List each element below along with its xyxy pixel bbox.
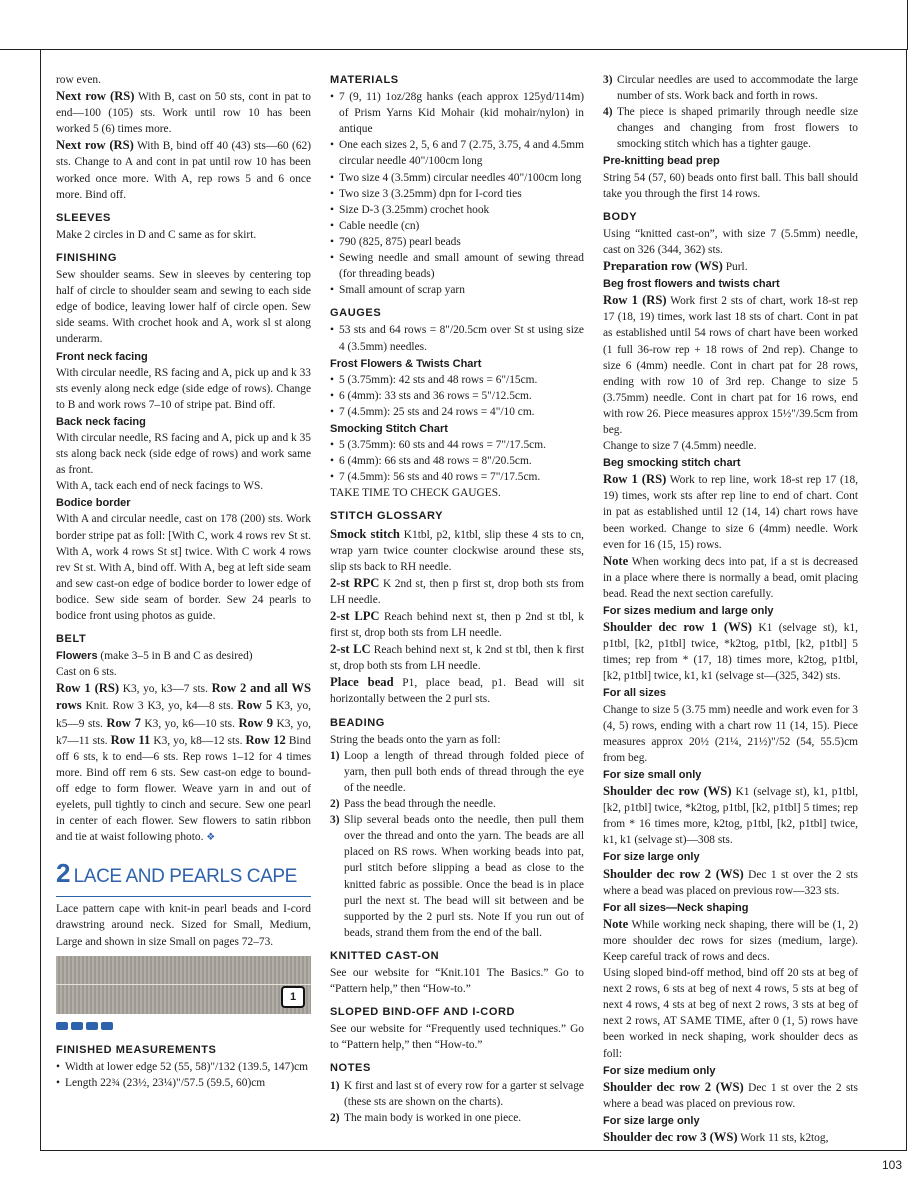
- section-heading: BODY: [603, 210, 638, 223]
- paragraph: Shoulder dec row 1 (WS) K1 (selvage st), k1, p1tbl, [k2, p1tbl] twice, *k2tog, p1tbl, [k2, p1tbl] 5 times; rep from * (17, 18) times more, k2tog, p1tbl, [k2, p1tbl] twice, k1, k1 (selvage st—(325, 342) sts.: [603, 620, 858, 683]
- paragraph: Using “knitted cast-on”, with size 7 (5.5mm) needle, cast on 326 (344, 362) sts.: [603, 227, 858, 256]
- paragraph: String 54 (57, 60) beads onto first ball. This ball should take you through the first 14 rows.: [603, 171, 858, 200]
- numbered-item: 1) K first and last st of every row for a garter st selvage (these sts are shown on the charts).: [330, 1079, 584, 1108]
- paragraph: Note When working decs into pat, if a st is decreased in a place where there is normally a bead, omit placing bead. Read the next section carefully.: [603, 553, 858, 600]
- list-item: • Size D-3 (3.25mm) crochet hook: [330, 202, 584, 218]
- pattern-title: 2 LACE AND PEARLS CAPE: [56, 858, 297, 889]
- paragraph: Next row (RS) With B, bind off 40 (43) sts—60 (62) sts. Change to A and cont in pat until row 10 has been worked once more. With A, rep rows 5 and 6 once more. Bind off.: [56, 138, 311, 201]
- sub-heading: Beg frost flowers and twists chart: [603, 278, 780, 291]
- numbered-item: 3) Circular needles are used to accommodate the large number of sts. Work back and forth in rows.: [603, 74, 858, 103]
- sub-heading: For size medium only: [603, 1064, 716, 1077]
- page-frame-right: [906, 50, 907, 1150]
- paragraph: Shoulder dec row 3 (WS) Work 11 sts, k2tog,: [603, 1130, 829, 1144]
- list-item: • 7 (4.5mm): 25 sts and 24 rows = 4"/10 cm.: [330, 404, 584, 420]
- paragraph: With A and circular needle, cast on 178 (200) sts. Work border stripe pat as foll: [With C, work 4 rows rev St st. With A, work 4 rows St st] twice. With C work 4 rows rev St st. With A, bind off. With A, beg at left side seam and sew cast-on edge of bodice border to lower edge of bodice. Sew side seam of border. Sew 24 pearls to bodice front using photos as guide.: [56, 513, 311, 622]
- section-heading: SLEEVES: [56, 211, 111, 224]
- sub-heading: Frost Flowers & Twists Chart: [330, 357, 482, 370]
- lace-swatch-photo: [56, 956, 311, 1014]
- column-left: [56, 72, 311, 1091]
- numbered-item: 1) Loop a length of thread through folded piece of yarn, then pull both ends of thread through the eye of the needle.: [330, 749, 584, 794]
- end-mark-icon: ❖: [206, 832, 216, 844]
- list-item: • 5 (3.75mm): 60 sts and 44 rows = 7"/17.5cm.: [330, 437, 584, 453]
- section-heading: NOTES: [330, 1062, 371, 1075]
- paragraph: Make 2 circles in D and C same as for skirt.: [56, 228, 257, 241]
- list-item: • Small amount of scrap yarn: [330, 282, 584, 298]
- list-item: • Cable needle (cn): [330, 218, 584, 234]
- section-heading: FINISHED MEASUREMENTS: [56, 1043, 217, 1056]
- sub-heading: For size large only: [603, 851, 700, 864]
- list-item: • 5 (3.75mm): 42 sts and 48 rows = 6"/15cm.: [330, 372, 584, 388]
- page-frame-bottom: [40, 1150, 907, 1151]
- section-heading: STITCH GLOSSARY: [330, 510, 444, 523]
- section-heading: BELT: [56, 633, 87, 646]
- frost-gauge-list: [330, 372, 584, 420]
- sub-heading: For all sizes—Neck shaping: [603, 901, 749, 914]
- finished-measurements-list: [56, 1059, 311, 1091]
- list-item: • 7 (4.5mm): 56 sts and 40 rows = 7"/17.5cm.: [330, 469, 584, 485]
- paragraph: Row 1 (RS) Work to rep line, work 18-st rep 17 (18, 19) times, work sts after rep line to end of chart. Cont in pat as established until 12 (14, 14) chart rows have been worked. Change to size 6 (4mm) needle. Work even for 16 (15, 15) rows.: [603, 472, 858, 551]
- section-heading: FINISHING: [56, 251, 118, 264]
- title-rule: [56, 896, 311, 897]
- numbered-item: 4) The piece is shaped primarily through needle size changes and changing from frost flowers to smocking stitch which has a tighter gauge.: [603, 106, 858, 151]
- materials-list: [330, 89, 584, 298]
- sub-heading: For sizes medium and large only: [603, 605, 774, 617]
- sub-heading: Smocking Stitch Chart: [330, 422, 448, 435]
- list-item: • Two size 4 (3.5mm) circular needles 40"/100cm long: [330, 170, 584, 186]
- list-item: • Length 22¾ (23½, 23¼)"/57.5 (59.5, 60)cm: [56, 1075, 311, 1091]
- sub-heading: Bodice border: [56, 497, 131, 510]
- list-item: • Two size 3 (3.25mm) dpn for I-cord ties: [330, 186, 584, 202]
- section-heading: BEADING: [330, 716, 385, 729]
- paragraph: Note While working neck shaping, there will be (1, 2) more shoulder dec rows for sizes (medium, large). Keep careful track of rows and decs.: [603, 916, 858, 963]
- gauges-list: [330, 322, 584, 354]
- pattern-intro: Lace pattern cape with knit-in pearl beads and I-cord drawstring around neck. Sized for Small, Medium, Large and shown in size Small on pages 72–73.: [56, 903, 311, 948]
- paragraph: With circular needle, RS facing and A, pick up and k 35 sts along back neck (side edge of rows) and work same as front.: [56, 431, 311, 477]
- paragraph: With circular needle, RS facing and A, pick up and k 33 sts evenly along neck edge (side edge of rows). Change to B and work rows 7–10 of stripe pat. Bind off.: [56, 366, 311, 411]
- section-heading: SLOPED BIND-OFF AND I-CORD: [330, 1006, 516, 1019]
- column-middle: [330, 72, 584, 1126]
- paragraph: Shoulder dec row 2 (WS) Dec 1 st over the 2 sts where a bead was placed on previous row—323 sts.: [603, 866, 858, 897]
- paragraph: Using sloped bind-off method, bind off 20 sts at beg of next 2 rows, 6 sts at beg of next 4 rows, 5 sts at beg of next 4 rows, 4 sts at beg of next 2 rows, 3 sts at beg of next 2 rows, AT SAME TIME, after 0 (1, 5) rows have been worked in neck shaping, work shoulder decs as foll:: [603, 967, 858, 1060]
- column-right: [603, 72, 858, 1146]
- pearl-strand: [56, 984, 311, 985]
- list-item: • 790 (825, 875) pearl beads: [330, 234, 584, 250]
- paragraph: Next row (RS) With B, cast on 50 sts, cont in pat to end—100 (105) sts. Work until row 10 has been worked 5 (6) times more.: [56, 89, 311, 136]
- paragraph: row even.: [56, 74, 101, 86]
- glossary-item: 2-st LC Reach behind next st, k 2nd st tbl, then k first st, drop both sts from LH needle.: [330, 642, 585, 673]
- glossary-item: 2-st LPC Reach behind next st, then p 2nd st tbl, k first st, drop both sts from LH needle.: [330, 609, 584, 640]
- page-frame-top: [0, 0, 908, 50]
- list-item: • One each sizes 2, 5, 6 and 7 (2.75, 3.75, 4 and 4.5mm circular needle 40"/100cm long: [330, 137, 584, 169]
- paragraph: See our website for “Knit.101 The Basics.” Go to “Pattern help,” then “How-to.”: [330, 966, 584, 996]
- paragraph: Sew shoulder seams. Sew in sleeves by centering top half of circle to shoulder seam and sewing to each side edge of bodice, leaving lower half of circle open. Sew side seams. With crochet hook and A, work sl st along underarm.: [56, 269, 311, 346]
- numbered-item: 2) The main body is worked in one piece.: [330, 1111, 522, 1124]
- sub-heading: For size large only: [603, 1114, 700, 1127]
- flower-rows: Row 1 (RS) K3, yo, k3—7 sts. Row 2 and all WS rows Knit. Row 3 K3, yo, k4—8 sts. Row 5 K3, yo, k5—9 sts. Row 7 K3, yo, k6—10 sts. Row 9 K3, yo, k7—11 sts. Row 11 K3, yo, k8—12 sts. Row 12 Bind off 6 sts, k to end—6 sts. Rep rows 1–12 for 4 times more. Bind off rem 6 sts. Sew cast-on edge to bound-off edge to form flower. Weave yarn in and out of eyelets, pull tightly to cinch and secure. Sew one pearl in center of each flower. Sew flowers to satin ribbon and tie at waist following photo. ❖: [56, 681, 312, 844]
- sub-heading: Beg smocking stitch chart: [603, 457, 741, 470]
- section-heading: GAUGES: [330, 307, 382, 320]
- paragraph: Cast on 6 sts.: [56, 666, 117, 679]
- paragraph: TAKE TIME TO CHECK GAUGES.: [330, 487, 501, 500]
- glossary-item: Smock stitch K1tbl, p2, k1tbl, slip these 4 sts to cn, wrap yarn twice counter clockwise around these sts, slip sts back to RH needle.: [330, 526, 584, 573]
- sub-heading: For all sizes: [603, 687, 666, 700]
- glossary-item: 2-st RPC K 2nd st, then p first st, drop both sts from LH needle.: [330, 575, 584, 606]
- sub-heading: Front neck facing: [56, 350, 148, 363]
- paragraph: Shoulder dec row 2 (WS) Dec 1 st over the 2 sts where a bead was placed on previous row.: [603, 1079, 858, 1110]
- numbered-item: 2) Pass the bead through the needle.: [330, 798, 496, 811]
- paragraph: Change to size 5 (3.75 mm) needle and work even for 3 (4, 5) rows, ending with a chart row 11 (14, 15). Piece measures approx 20½ (21¼, 21½)"/52 (54, 55.5)cm from beg.: [603, 703, 858, 764]
- glossary-item: Place bead P1, place bead, p1. Bead will sit horizontally between the 2 purl sts.: [330, 675, 584, 706]
- numbered-item: 3) Slip several beads onto the needle, then pull them over the thread and onto the yarn. The beads are all placed on RS rows. When working beads into pat, purl stitch before slipping a bead as close to the knitted fabric as possible. Once the bead is in place purl the next st. The bead will sit between and be supported by the 2 purl sts. Note If you run out of beads, strand them from the end of the ball.: [330, 814, 584, 939]
- skill-level-badge: 1: [281, 986, 305, 1008]
- paragraph: See our website for “Frequently used techniques.” Go to “Pattern help,” then “How-to.”: [330, 1023, 584, 1052]
- paragraph: Row 1 (RS) Work first 2 sts of chart, work 18-st rep 17 (18, 19) times, work last 18 sts of chart. Cont in pat as established until 54 rows of chart have been worked (1 full 36-row rep + 18 rows of 2nd rep). Change to size 6 (4mm) needle. Cont in chart pat for 28 rows, ending with row 10 of 3rd rep. Change to size 5 (3.75mm) needle. Cont in chart pat for 16 rows, end with row 26. Piece measures approx 15½"/39.5cm from beg.: [603, 293, 858, 436]
- list-item: • Width at lower edge 52 (55, 58)"/132 (139.5, 147)cm: [56, 1059, 311, 1075]
- list-item: • 53 sts and 64 rows = 8"/20.5cm over St st using size 4 (3.5mm) needles.: [330, 322, 584, 354]
- sub-heading: For size small only: [603, 768, 702, 781]
- list-item: • 7 (9, 11) 1oz/28g hanks (each approx 125yd/114m) of Prism Yarns Kid Mohair (kid mohair/nylon) in antique: [330, 89, 584, 137]
- paragraph: String the beads onto the yarn as foll:: [330, 733, 501, 746]
- beading-steps: [330, 748, 584, 941]
- page-number: 103: [881, 1158, 902, 1172]
- sub-heading: Back neck facing: [56, 415, 146, 428]
- list-item: • 6 (4mm): 33 sts and 36 rows = 5"/12.5cm.: [330, 388, 584, 404]
- list-item: • Sewing needle and small amount of sewing thread (for threading beads): [330, 250, 584, 282]
- paragraph: Preparation row (WS) Purl.: [603, 259, 748, 274]
- notes-list-continued: [603, 72, 858, 152]
- paragraph: Flowers (make 3–5 in B and C as desired): [56, 650, 253, 663]
- smocking-gauge-list: [330, 437, 584, 485]
- paragraph: Shoulder dec row (WS) K1 (selvage st), k1, p1tbl, [k2, p1tbl] twice, *k2tog, p1tbl, [k2, p1tbl] 5 times; rep from * 16 times more, k2tog, p1tbl, [k2, p1tbl] twice, k1, k1 (selvage st)—308 sts.: [603, 784, 858, 847]
- section-heading: KNITTED CAST-ON: [330, 949, 440, 962]
- sub-heading: Pre-knitting bead prep: [603, 155, 720, 168]
- section-heading: MATERIALS: [330, 74, 399, 86]
- paragraph: With A, tack each end of neck facings to WS.: [56, 480, 264, 493]
- page-frame-left: [0, 50, 41, 1150]
- notes-list: [330, 1078, 584, 1126]
- skill-level-bars-icon: [56, 1022, 311, 1030]
- paragraph: Change to size 7 (4.5mm) needle.: [603, 440, 757, 453]
- list-item: • 6 (4mm): 66 sts and 48 rows = 8"/20.5cm.: [330, 453, 584, 469]
